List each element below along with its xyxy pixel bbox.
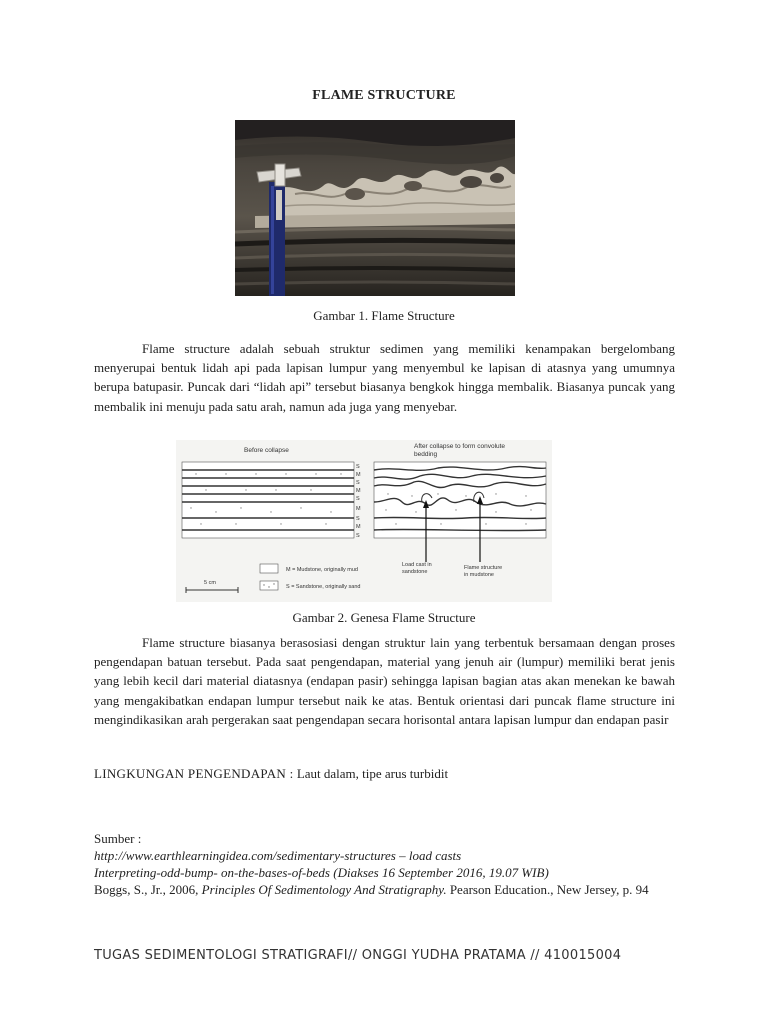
legend-mud-swatch [260, 564, 278, 573]
before-collapse-layers [182, 462, 354, 538]
paragraph-definition-text: Flame structure adalah sebuah struktur sedimen yang memiliki kenampakan bergelombang menyerupai bentuk lidah api pada lapisan lumpur yang menyembul ke lapisan di atasnya yang umumnya berupa batupasir. Puncak dari “lidah api” tersebut biasanya bengkok hingga membalik. Biasanya puncak yang membalik ini menuju pada satu arah, namun ada juga yang menyebar. [94, 341, 675, 414]
environment-value: Laut dalam, tipe arus turbidit [293, 766, 449, 781]
layer-label-1: S [356, 464, 360, 470]
paragraph-definition [94, 339, 675, 416]
flame-structure-photo [235, 120, 515, 296]
legend-sand-swatch [260, 581, 278, 590]
flame-structure-label-2: in mudstone [464, 572, 494, 578]
layer-label-5: S [356, 496, 360, 502]
sources-heading: Sumber : [94, 831, 142, 846]
source-link: http://www.earthlearningidea.com/sedimentary-structures – load casts [94, 848, 462, 863]
load-cast-label: Load cast in [402, 562, 432, 568]
paragraph-association-text: Flame structure biasanya berasosiasi dengan struktur lain yang terbentuk bersamaan dengan proses pengendapan batuan tersebut. Pada saat pengendapan, material yang jenuh air (lumpur) memiliki berat jenis yang lebih kecil dari material diatasnya (endapan pasir) sehingga lapisan bagian atas akan menekan ke bawah yang mengakibatkan endapan lumpur tersebut naik ke atas. Bentuk orientasi dari puncak flame structure ini mengindikasikan arah pergerakan saat pengendapan secara horisontal antara lapisan lumpur dan endapan pasir [94, 635, 675, 727]
flame-genesis-diagram [176, 440, 552, 602]
legend-mud-label: M = Mudstone, originally mud [286, 567, 358, 573]
legend-sand-label: S = Sandstone, originally sand [286, 584, 361, 590]
figure-1-caption: Gambar 1. Flame Structure [313, 308, 455, 323]
layer-label-8: M [356, 524, 361, 530]
figure-2-caption: Gambar 2. Genesa Flame Structure [292, 610, 476, 625]
page-title: FLAME STRUCTURE [312, 88, 456, 103]
load-cast-label-2: sandstone [402, 569, 428, 575]
source-boggs [94, 881, 675, 899]
boggs-author: Boggs, S., Jr., 2006, [94, 882, 202, 897]
layer-label-7: S [356, 516, 360, 522]
after-collapse-label-2: bedding [414, 451, 438, 458]
source-link-title: Interpreting-odd-bump- on-the-bases-of-beds (Diakses 16 September 2016, 19.07 WIB) [94, 865, 549, 880]
layer-label-2: M [356, 472, 361, 478]
after-collapse-layers [374, 462, 546, 538]
boggs-title: Principles Of Sedimentology And Stratigraphy. [201, 882, 447, 897]
layer-label-9: S [356, 533, 360, 539]
depositional-environment [94, 766, 448, 782]
layer-label-6: M [356, 506, 361, 512]
scale-label: 5 cm [204, 580, 216, 586]
flame-structure-label: Flame structure [464, 565, 503, 571]
layer-label-3: S [356, 480, 360, 486]
page-footer: TUGAS SEDIMENTOLOGI STRATIGRAFI// ONGGI YUDHA PRATAMA // 410015004 [94, 948, 622, 963]
sources-section [94, 830, 675, 899]
layer-label-4: M [356, 488, 361, 494]
boggs-publisher: Pearson Education., New Jersey, p. 94 [446, 882, 649, 897]
after-collapse-label: After collapse to form convolute [414, 443, 506, 450]
environment-label: LINGKUNGAN PENGENDAPAN : [94, 766, 294, 781]
before-collapse-label: Before collapse [244, 447, 289, 454]
paragraph-association [94, 633, 675, 729]
